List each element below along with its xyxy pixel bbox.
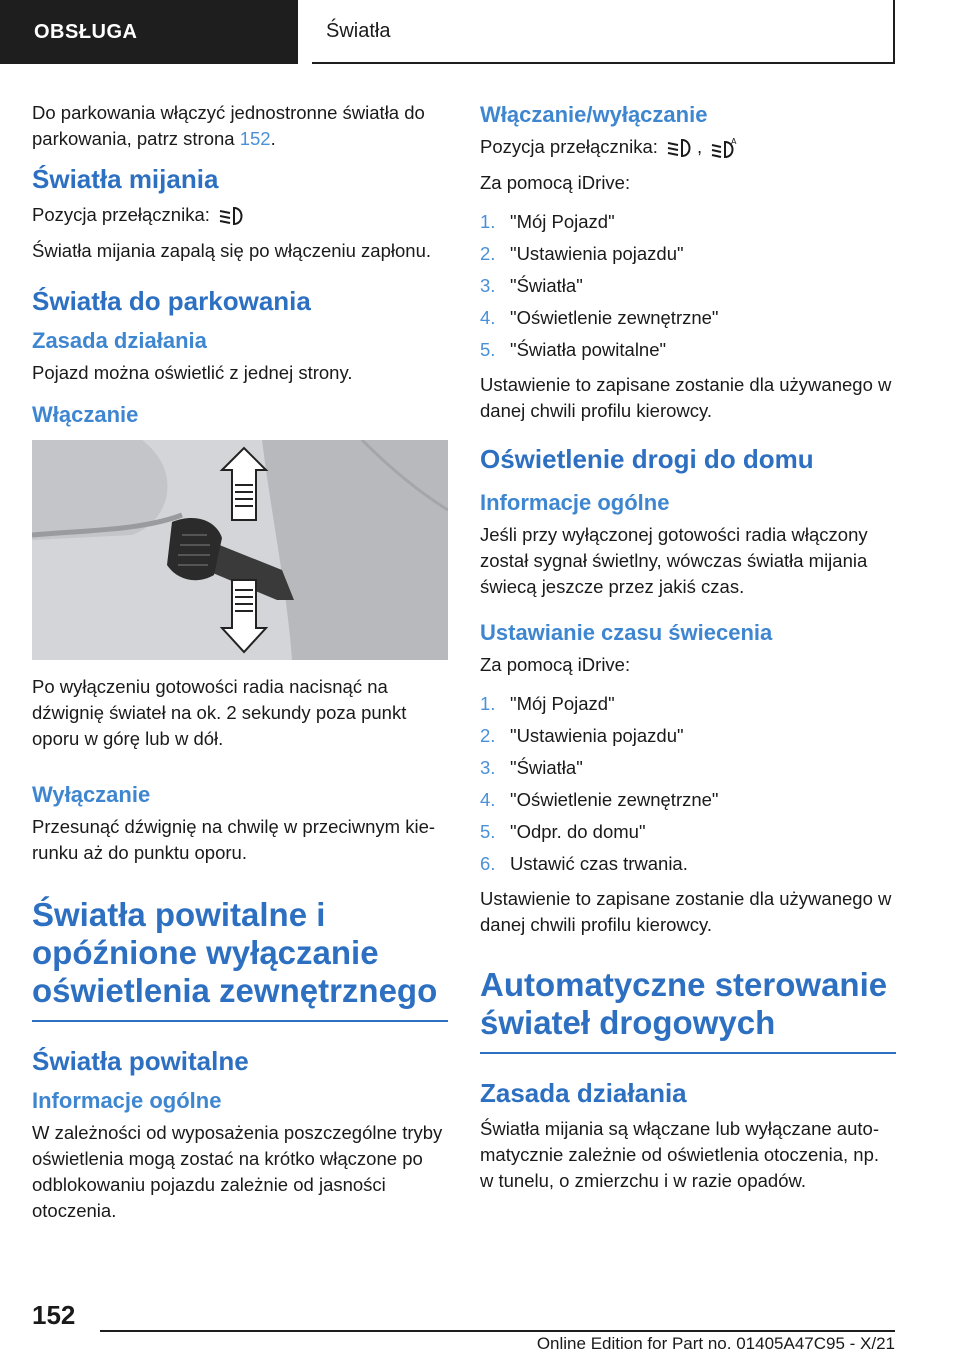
list-text: "Mój Pojazd" (510, 211, 615, 232)
list-number: 5. (480, 821, 496, 842)
idrive-label-1: Za pomocą iDrive: (480, 172, 631, 193)
general-text-right: Jeśli przy wyłączonej gotowości radia włączony został sygnał świetlny, wówczas światła mijania świecą jeszcze przez jakiś czas. (480, 524, 868, 597)
heading-on: Włączanie (32, 402, 139, 427)
svg-text:A: A (731, 137, 737, 147)
list-item (480, 720, 896, 752)
heading-welcome-lights: Światła powitalne (32, 1046, 249, 1076)
low-beam-icon (218, 205, 246, 227)
onoff-switch (480, 134, 896, 160)
saved-text-2: Ustawienie to zapisane zostanie dla używanego w danej chwili profilu kierowcy. (480, 888, 892, 935)
principle-text-right: Światła mijania są włączane lub wyłączane automatycznie zależnie od oświetlenia otoczenia, np. w tunelu, o zmierzchu i w razie opadów. (480, 1118, 880, 1191)
automatic-headlight-icon (710, 137, 740, 159)
list-item (480, 784, 896, 816)
saved-text-1: Ustawienie to zapisane zostanie dla używanego w danej chwili profilu kierowcy. (480, 374, 892, 421)
list-text: "Światła powitalne" (510, 339, 667, 360)
list-text: "Oświetlenie zewnętrzne" (510, 307, 719, 328)
chapter-title-label: Światła (326, 19, 391, 42)
list-item (480, 816, 896, 848)
list-item (480, 206, 896, 238)
list-number: 3. (480, 757, 496, 778)
intro-paragraph (32, 100, 448, 152)
list-item (480, 752, 896, 784)
low-beam-switch (32, 202, 448, 228)
heading-home: Oświetlenie drogi do domu (480, 444, 814, 474)
list-number: 2. (480, 725, 496, 746)
off-text: Przesunąć dźwignię na chwilę w przeciwnym kierunku aż do punktu oporu. (32, 816, 436, 863)
list-text: "Światła" (510, 757, 583, 778)
idrive-label-2: Za pomocą iDrive: (480, 654, 631, 675)
heading-principle-right: Zasada działania (480, 1078, 687, 1108)
heading-onoff: Włączanie/wyłączanie (480, 102, 708, 127)
heading-off: Wyłączanie (32, 782, 151, 807)
list-text: "Ustawienia pojazdu" (510, 725, 684, 746)
list-item (480, 848, 896, 880)
heading-general-right: Informacje ogólne (480, 490, 670, 515)
heading-welcome: Światła powitalne i opóźnione wyłączanie oświetlenia zewnętrznego (32, 896, 448, 1022)
steering-lever-illustration (32, 440, 448, 660)
lever-figure (32, 440, 448, 660)
list-number: 3. (480, 275, 496, 296)
low-beam-icon (666, 137, 694, 159)
heading-principle: Zasada działania (32, 328, 207, 353)
heading-auto: Automatyczne sterowanie świateł drogowych (480, 966, 896, 1054)
heading-duration: Ustawianie czasu świecenia (480, 620, 773, 645)
intro-text: Do parkowania włączyć jednostronne światła do parkowania, patrz strona (32, 102, 425, 149)
list-text: "Oświetlenie zewnętrzne" (510, 789, 719, 810)
list-number: 6. (480, 853, 496, 874)
list-number: 1. (480, 211, 496, 232)
list-text: Ustawić czas trwania. (510, 853, 688, 874)
list-item (480, 334, 896, 366)
heading-low-beam: Światła mijania (32, 164, 219, 194)
page-link[interactable]: 152 (239, 128, 271, 149)
left-column (32, 100, 448, 1234)
list-number: 4. (480, 789, 496, 810)
list-text: "Światła" (510, 275, 583, 296)
chapter-title (312, 0, 895, 64)
edition-text: Online Edition for Part no. 01405A47C95 - X/21 (536, 1334, 895, 1353)
page-number: 152 (32, 1300, 76, 1330)
separator: , (697, 136, 703, 157)
list-item (480, 270, 896, 302)
general-text-left: W zależności od wyposażenia poszczególne tryby oświetlenia mogą zostać na krótko włączone po odblokowaniu pojazdu zależnie od jasności otoczenia. (32, 1122, 443, 1221)
list-number: 4. (480, 307, 496, 328)
list-item (480, 688, 896, 720)
switch-label-right: Pozycja przełącznika: (480, 136, 658, 157)
low-beam-text: Światła mijania zapalą się po włączeniu zapłonu. (32, 240, 432, 261)
heading-parking: Światła do parkowania (32, 286, 311, 316)
footer-divider (100, 1330, 895, 1332)
right-column (480, 100, 896, 1204)
idrive-steps-home (480, 688, 896, 880)
section-tab (0, 0, 298, 64)
switch-label: Pozycja przełącznika: (32, 204, 210, 225)
section-label: OBSŁUGA (34, 20, 138, 43)
list-text: "Odpr. do domu" (510, 821, 646, 842)
list-text: "Ustawienia pojazdu" (510, 243, 684, 264)
intro-end: . (270, 128, 276, 149)
list-text: "Mój Pojazd" (510, 693, 615, 714)
heading-general-left: Informacje ogólne (32, 1088, 222, 1113)
list-number: 1. (480, 693, 496, 714)
on-text: Po wyłączeniu gotowości radia nacisnąć na dźwignię świateł na ok. 2 sekundy poza punkt oporu w górę lub w dół. (32, 676, 407, 749)
list-item (480, 302, 896, 334)
principle-text: Pojazd można oświetlić z jednej strony. (32, 362, 353, 383)
list-item (480, 238, 896, 270)
idrive-steps-welcome (480, 206, 896, 366)
list-number: 2. (480, 243, 496, 264)
list-number: 5. (480, 339, 496, 360)
